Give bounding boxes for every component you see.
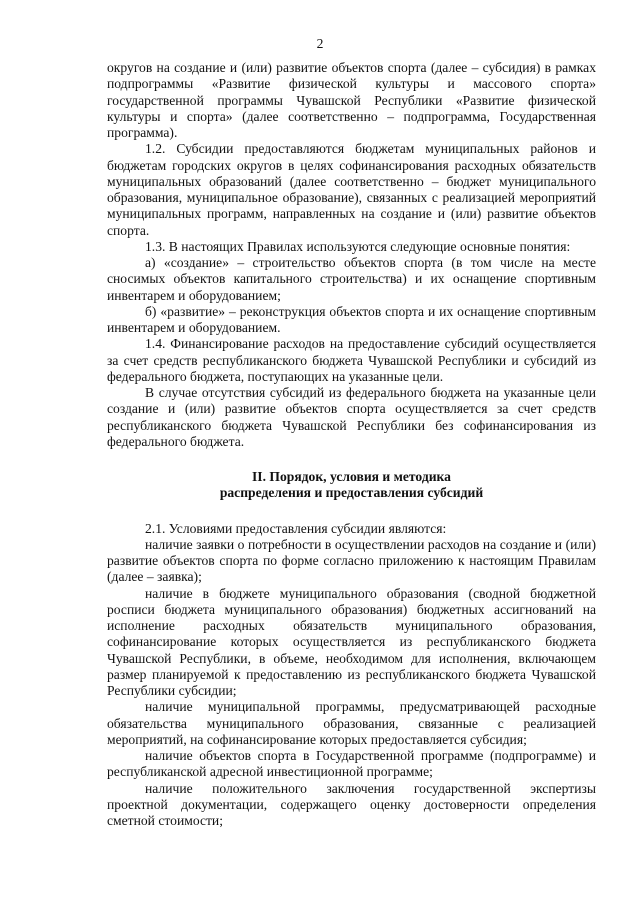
- paragraph-1-4: 1.4. Финансирование расходов на предоставление субсидий осуществляется за счет средств республиканского бюджета Чувашской Республики и субсидий из федерального бюджета, поступающих на указанные цели.: [107, 336, 596, 384]
- page-number: 2: [316, 36, 324, 51]
- paragraph-1-3-b: б) «развитие» – реконструкция объектов спорта и их оснащение спортивным инвентарем и оборудованием.: [107, 303, 596, 335]
- condition-objects-in-program: наличие объектов спорта в Государственной программе (подпрограмме) и республиканской адресной инвестиционной программе;: [107, 748, 596, 780]
- section-2-heading-line-1: II. Порядок, условия и методика: [252, 469, 451, 484]
- condition-expert-review: наличие положительного заключения государственной экспертизы проектной документации, содержащего оценку достоверности определения сметной стоимости;: [107, 780, 596, 828]
- document-body: [107, 60, 596, 829]
- paragraph-1-4-cont: В случае отсутствия субсидий из федерального бюджета на указанные цели создание и (или) развитие объектов спорта осуществляется за счет средств республиканского бюджета Чувашской Республики без софинансирования из федерального бюджета.: [107, 385, 596, 449]
- paragraph-2-1: 2.1. Условиями предоставления субсидии являются:: [145, 520, 447, 536]
- condition-municipal-program: наличие муниципальной программы, предусматривающей расходные обязательства муниципального образования, связанные с реализацией мероприятий, на софинансирование которых предоставляется субсидия;: [107, 699, 596, 747]
- condition-budget-allocations: наличие в бюджете муниципального образования (сводной бюджетной росписи бюджета муниципального образования) бюджетных ассигнований на исполнение расходных обязательств муниципального образования, софинансирование которых осуществляется из республиканского бюджета Чувашской Республики, в объеме, необходимом для исполнения, включающем размер планируемой к предоставлению из республиканского бюджета Чувашской Республики субсидии;: [107, 585, 596, 698]
- paragraph-1-1-continuation: округов на создание и (или) развитие объектов спорта (далее – субсидия) в рамках подпрограммы «Развитие физической культуры и массового спорта» государственной программы Чувашской Республики «Развитие физической культуры и спорта» (далее соответственно – подпрограмма, Государственная программа).: [107, 60, 596, 140]
- paragraph-1-3-a: а) «создание» – строительство объектов спорта (в том числе на месте сносимых объектов капитального строительства) и их оснащение спортивным инвентарем и оборудованием;: [107, 255, 596, 303]
- paragraph-1-2: 1.2. Субсидии предоставляются бюджетам муниципальных районов и бюджетам городских округов в целях софинансирования расходных обязательств муниципальных образований (далее соответственно – бюджет муниципального образования, муниципальное образование), связанных с реализацией мероприятий муниципальных программ, направленных на создание и (или) развитие объектов спорта.: [107, 141, 596, 238]
- paragraph-1-3: 1.3. В настоящих Правилах используются следующие основные понятия:: [145, 238, 571, 254]
- condition-application: наличие заявки о потребности в осуществлении расходов на создание и (или) развитие объектов спорта по форме согласно приложению к настоящим Правилам (далее – заявка);: [107, 536, 596, 585]
- section-2-heading-line-2: распределения и предоставления субсидий: [219, 485, 484, 501]
- section-2-heading: [107, 469, 596, 502]
